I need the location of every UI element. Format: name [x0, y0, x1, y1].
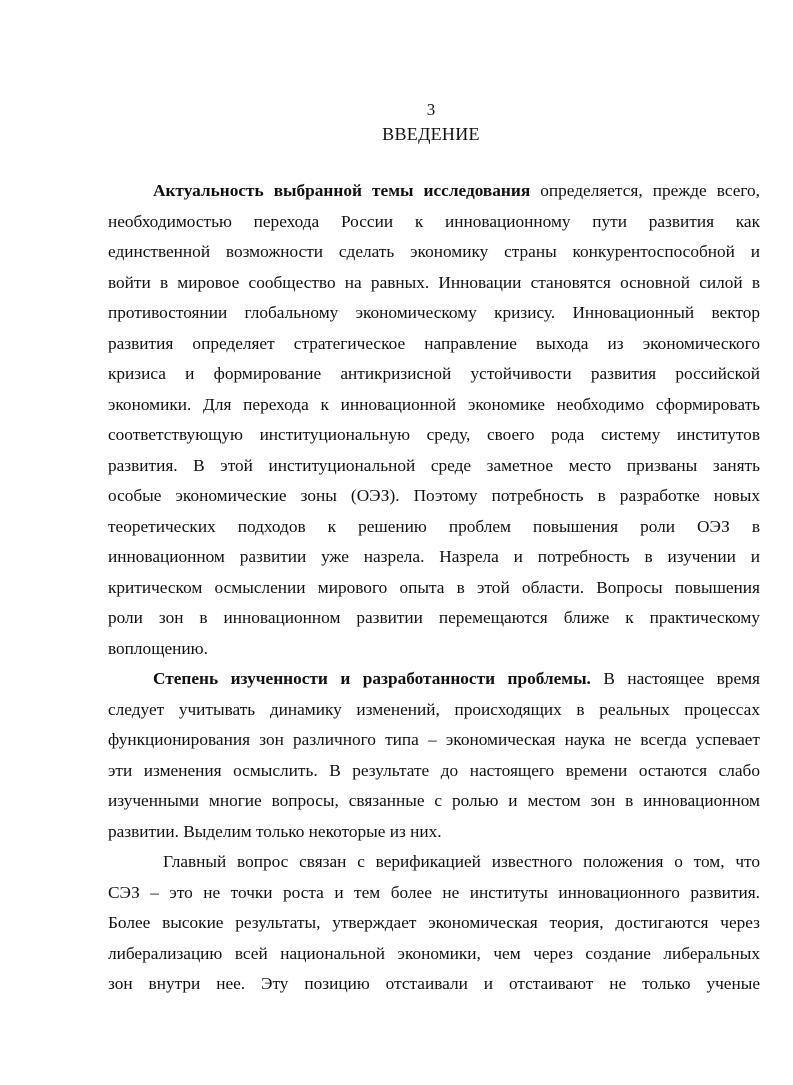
line-text: критическом осмыслении мирового опыта в этой области. Вопросы повышения [108, 577, 760, 597]
text-line [108, 394, 760, 416]
text-line [108, 760, 760, 782]
line-text: следует учитывать динамику изменений, происходящих в реальных процессах [108, 699, 760, 719]
text-line [108, 241, 760, 263]
text-line [108, 455, 760, 477]
line-text: развитии. Выделим только некоторые из них. [108, 821, 442, 841]
text-line [108, 546, 760, 568]
line-text: эти изменения осмыслить. В результате до настоящего времени остаются слабо [108, 760, 760, 780]
text-line [108, 211, 760, 233]
text-line [108, 333, 760, 355]
line-text: функционирования зон различного типа – экономическая наука не всегда успевает [108, 730, 760, 749]
text-line [108, 607, 760, 629]
line-text: Главный вопрос связан с верификацией известного положения о том, что [163, 852, 760, 871]
text-line [108, 790, 760, 812]
text-line [108, 363, 760, 385]
text-line [108, 821, 760, 843]
page-number: 3 [426, 100, 436, 119]
text-line [108, 638, 760, 660]
text-line [108, 912, 760, 934]
text-line [108, 973, 760, 995]
line-text: Более высокие результаты, утверждает экономическая теория, достигаются через [108, 913, 760, 932]
text-line [108, 882, 760, 904]
line-text: инновационном развитии уже назрела. Назрела и потребность в изучении и [108, 547, 760, 566]
line-text: В настоящее время [590, 669, 760, 688]
line-text: роли зон в инновационном развитии перемещаются ближе к практическому [108, 608, 760, 627]
line-text: развития определяет стратегическое направление выхода из экономического [108, 333, 760, 353]
text-line [108, 729, 760, 751]
section-title: ВВЕДЕНИЕ [382, 124, 480, 144]
line-text: теоретических подходов к решению проблем повышения роли ОЭЗ в [108, 516, 760, 536]
text-line [153, 180, 760, 202]
line-text: войти в мировое сообщество на равных. Инновации становятся основной силой в [108, 272, 760, 292]
line-text: единственной возможности сделать экономику страны конкурентоспособной и [108, 242, 760, 261]
line-text: экономики. Для перехода к инновационной экономике необходимо сформировать [108, 394, 760, 414]
text-line [108, 302, 760, 324]
text-line [108, 272, 760, 294]
line-text: воплощению. [108, 638, 208, 658]
text-line [108, 943, 760, 965]
line-text: кризиса и формирование антикризисной устойчивости развития российской [108, 364, 760, 383]
text-line [108, 485, 760, 507]
text-line [153, 668, 760, 690]
line-text: зон внутри нее. Эту позицию отстаивали и отстаивают не только ученые [108, 974, 760, 993]
line-text: соответствующую институциональную среду, своего рода систему институтов [108, 425, 760, 444]
text-line [163, 851, 760, 873]
line-text: особые экономические зоны (ОЭЗ). Поэтому потребность в разработке новых [108, 486, 760, 505]
bold-lead-text: Степень изученности и разработанности проблемы. [153, 669, 591, 688]
text-line [108, 516, 760, 538]
line-text: определяется, прежде всего, [530, 181, 760, 200]
text-line [108, 424, 760, 446]
text-line [108, 699, 760, 721]
line-text: изученными многие вопросы, связанные с ролью и местом зон в инновационном [108, 791, 760, 810]
line-text: развития. В этой институциональной среде заметное место призваны занять [108, 455, 760, 475]
line-text: противостоянии глобальному экономическому кризису. Инновационный вектор [108, 303, 760, 322]
text-line [108, 577, 760, 599]
line-text: необходимостью перехода России к инновационному пути развития как [108, 211, 760, 231]
line-text: СЭЗ – это не точки роста и тем более не институты инновационного развития. [108, 882, 760, 902]
bold-lead-text: Актуальность выбранной темы исследования [153, 181, 531, 200]
line-text: либерализацию всей национальной экономики, чем через создание либеральных [108, 943, 760, 963]
